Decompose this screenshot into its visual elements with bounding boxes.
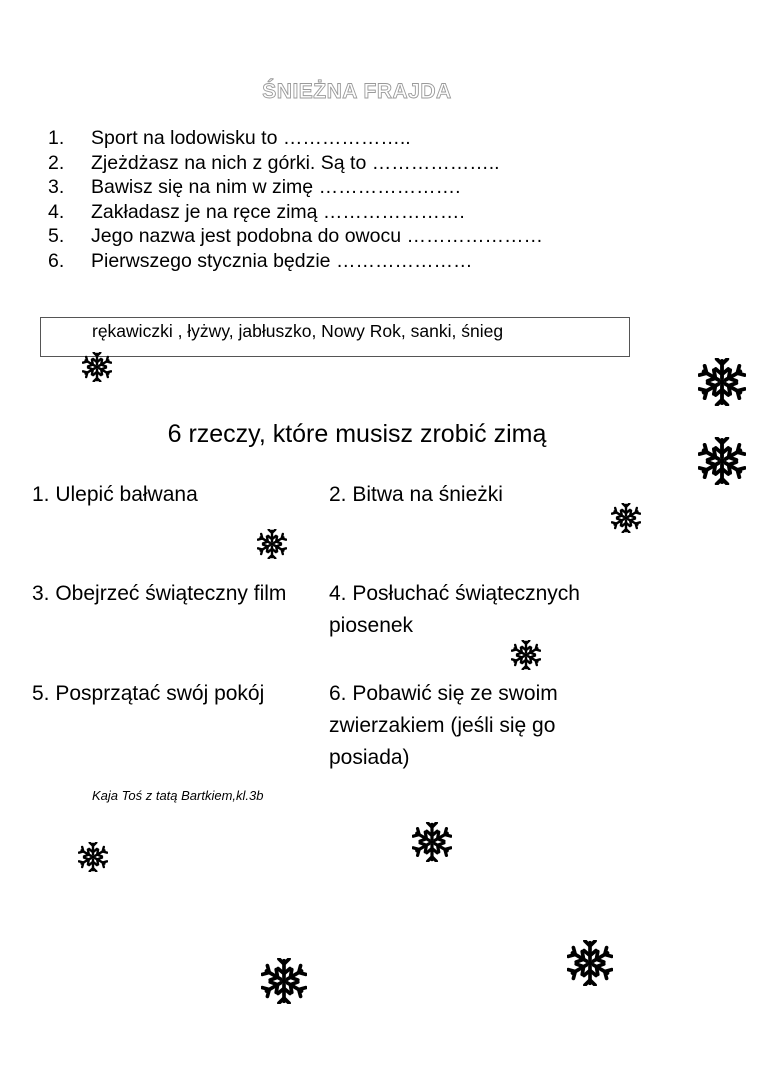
quiz-question: Zjeżdżasz na nich z górki. Są to ……………….. bbox=[91, 151, 500, 174]
snowflake-icon bbox=[698, 358, 746, 406]
quiz-question: Sport na lodowisku to ……………….. bbox=[91, 127, 411, 149]
snowflake-icon bbox=[261, 958, 307, 1004]
task-item: 3. Obejrzeć świąteczny film bbox=[32, 582, 287, 605]
snowflake-icon bbox=[511, 640, 541, 670]
quiz-question: Bawisz się na nim w zimę …………………. bbox=[91, 176, 461, 199]
quiz-number: 4. bbox=[48, 200, 65, 223]
task-item: 6. Pobawić się ze swoim zwierzakiem (jeśli się go posiada) bbox=[329, 682, 558, 769]
snowflake-icon bbox=[257, 529, 287, 559]
task-item: 5. Posprzątać swój pokój bbox=[32, 682, 265, 705]
snowflake-icon bbox=[698, 437, 746, 485]
quiz-number: 1. bbox=[48, 127, 65, 149]
quiz-list bbox=[48, 126, 668, 274]
task-item: 2. Bitwa na śnieżki bbox=[329, 483, 503, 506]
snowflake-icon bbox=[78, 842, 108, 872]
quiz-number: 6. bbox=[48, 249, 65, 272]
quiz-item bbox=[48, 249, 668, 274]
quiz-number: 5. bbox=[48, 225, 65, 248]
snowflake-icon bbox=[412, 822, 452, 862]
quiz-number: 3. bbox=[48, 176, 65, 199]
snowflake-icon bbox=[82, 352, 112, 382]
quiz-number: 2. bbox=[48, 151, 65, 174]
task-item: 1. Ulepić bałwana bbox=[32, 483, 198, 506]
quiz-item bbox=[48, 175, 668, 200]
quiz-item bbox=[48, 200, 668, 225]
quiz-item bbox=[48, 151, 668, 176]
quiz-item bbox=[48, 126, 668, 151]
quiz-question: Zakładasz je na ręce zimą …………………. bbox=[91, 200, 465, 223]
answer-box bbox=[40, 317, 630, 357]
author-credit: Kaja Toś z tatą Bartkiem,kl.3b bbox=[92, 788, 264, 803]
quiz-question: Jego nazwa jest podobna do owocu ………………… bbox=[91, 225, 543, 248]
quiz-question: Pierwszego stycznia będzie ………………… bbox=[91, 249, 473, 272]
snowflake-icon bbox=[611, 503, 641, 533]
section-heading: 6 rzeczy, które musisz zrobić zimą bbox=[167, 420, 547, 448]
answer-words: rękawiczki , łyżwy, jabłuszko, Nowy Rok, sanki, śnieg bbox=[92, 321, 504, 341]
quiz-item bbox=[48, 224, 668, 249]
page-title: ŚNIEŻNA FRAJDA bbox=[262, 80, 452, 103]
snowflake-icon bbox=[567, 940, 613, 986]
task-item: 4. Posłuchać świątecznych piosenek bbox=[329, 582, 580, 637]
